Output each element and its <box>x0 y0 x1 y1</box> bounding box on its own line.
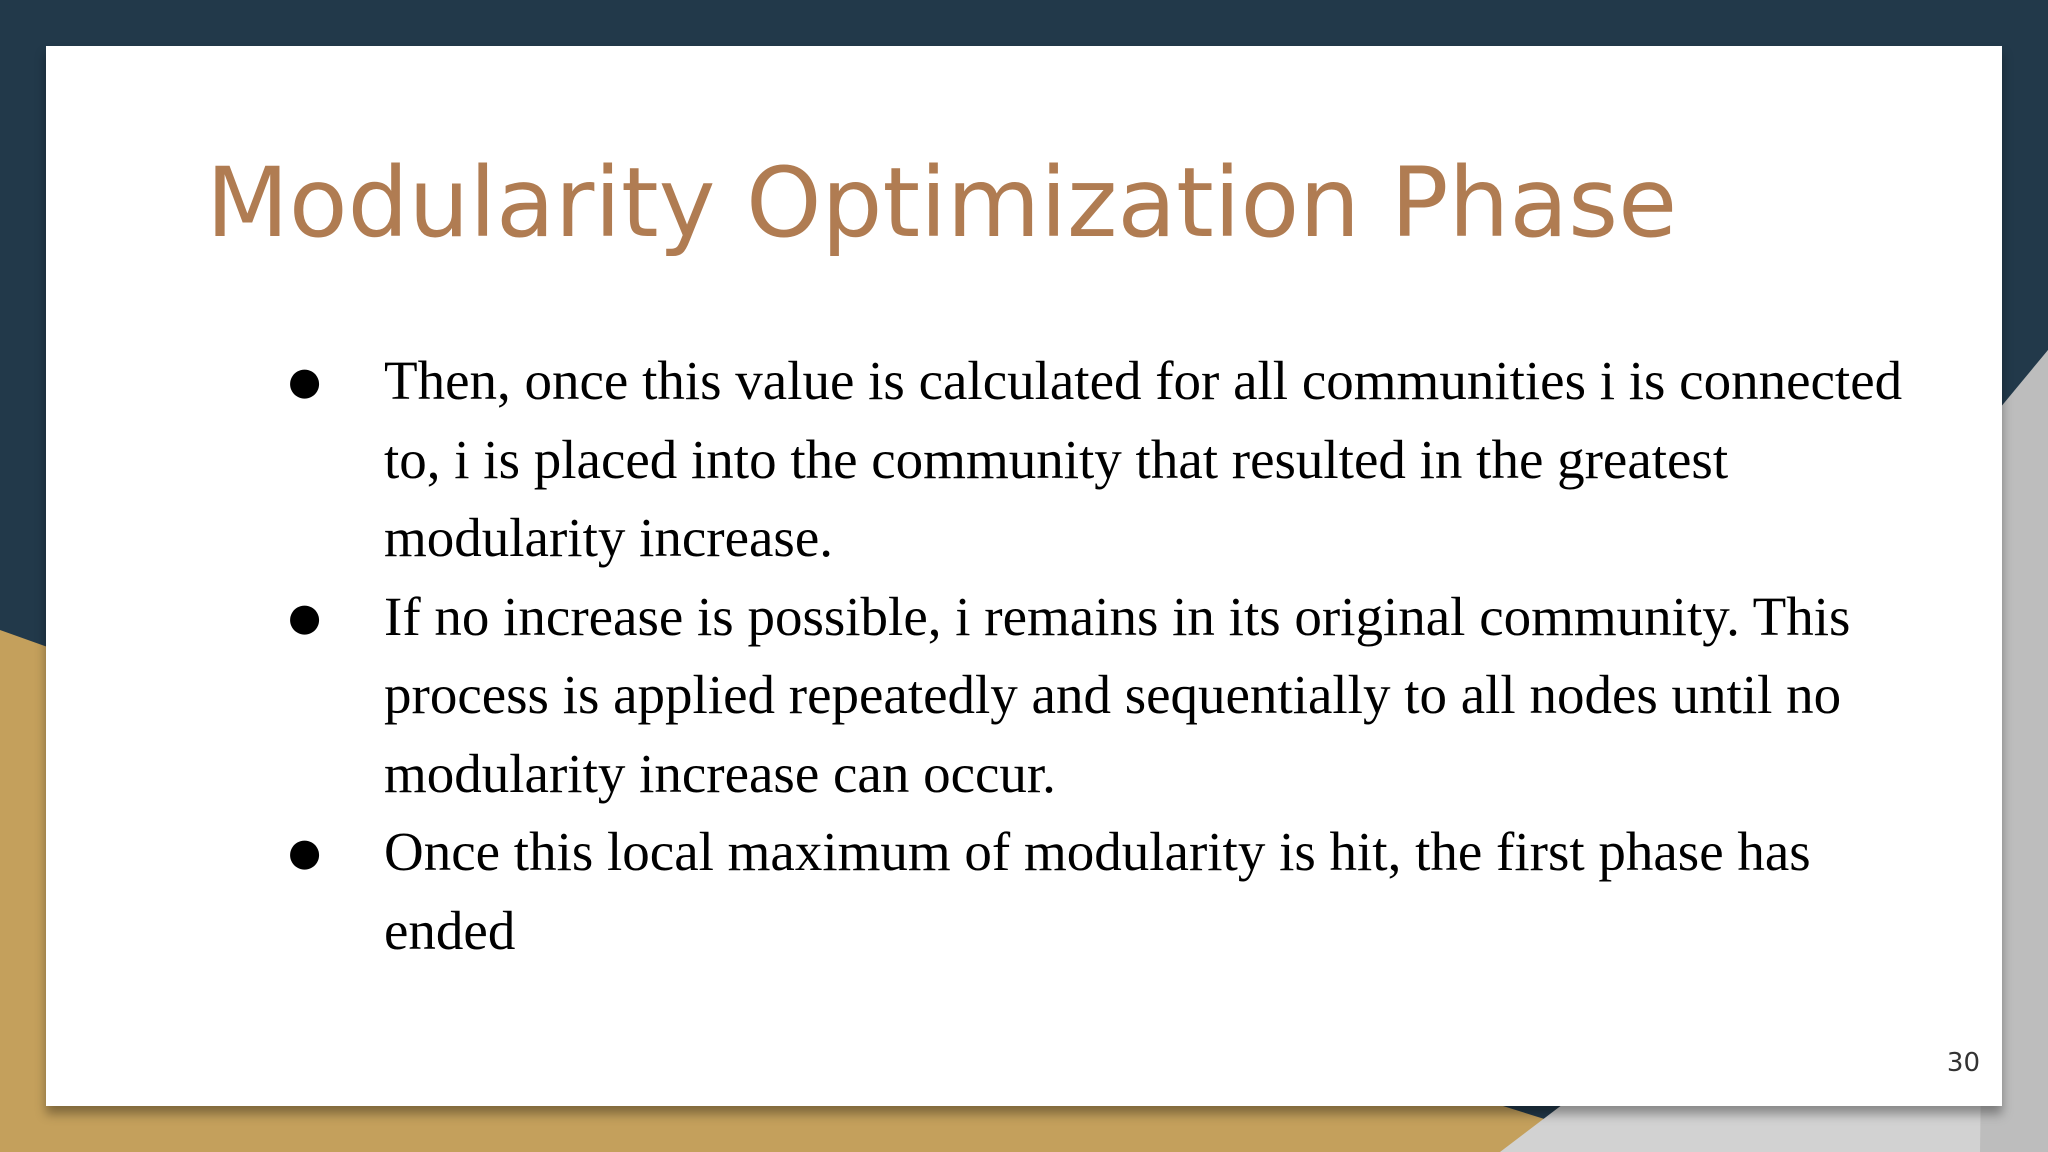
bullet-icon: ● <box>288 359 322 403</box>
slide-canvas <box>46 46 2002 1106</box>
bullet-item <box>252 342 1932 578</box>
page-number: 30 <box>1946 1048 1980 1078</box>
bullet-item <box>252 578 1932 814</box>
bullet-text: Then, once this value is calculated for all communities i is connected to, i is placed into the community that resulted in the greatest modularity increase. <box>384 350 1903 568</box>
bullet-icon: ● <box>288 594 322 639</box>
bullet-list <box>252 342 1932 970</box>
bullet-icon: ● <box>288 830 322 874</box>
bullet-text: Once this local maximum of modularity is hit, the first phase has ended <box>384 821 1811 961</box>
slide-title: Modularity Optimization Phase <box>206 147 1678 259</box>
bullet-item <box>252 813 1932 970</box>
bullet-text: If no increase is possible, i remains in its original community. This process is applied repeatedly and sequentially to all nodes until no modularity increase can occur. <box>384 585 1851 804</box>
